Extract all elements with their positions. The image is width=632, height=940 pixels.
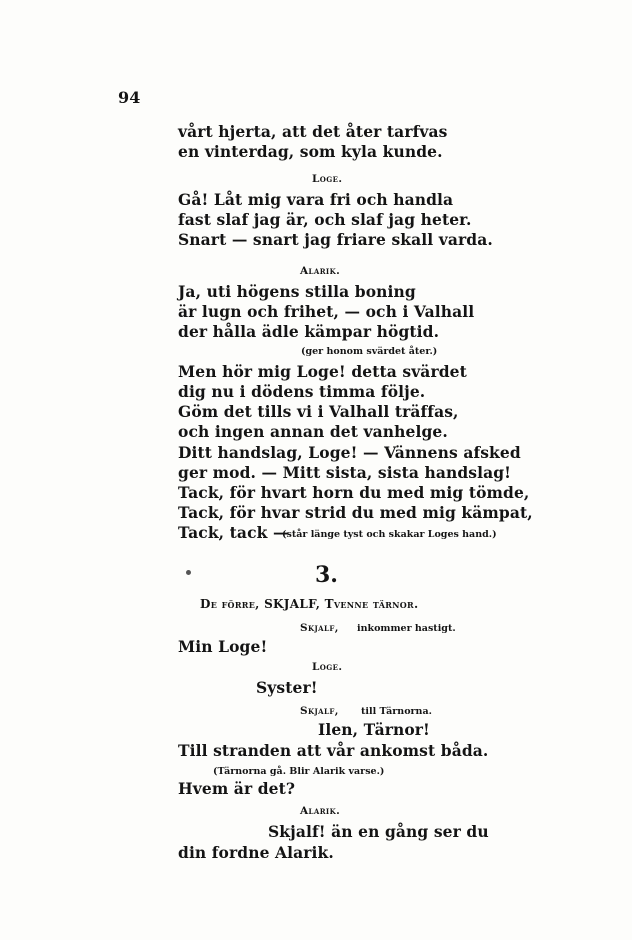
speaker-skjalf: Skjalf, xyxy=(300,622,339,634)
page-number: 94 xyxy=(118,88,141,107)
stage-direction: (Tärnorna gå. Blir Alarik varse.) xyxy=(213,766,385,777)
verse-line: vårt hjerta, att det åter tarfvas xyxy=(178,122,448,141)
verse-line: Min Loge! xyxy=(178,637,268,656)
verse-line: Men hör mig Loge! detta svärdet xyxy=(178,362,467,381)
scene-characters: De förre, SKJALF, Tvenne tärnor. xyxy=(200,597,419,611)
verse-line: Hvem är det? xyxy=(178,779,296,798)
verse-line: Snart — snart jag friare skall varda. xyxy=(178,230,493,249)
verse-line: Tack, för hvar strid du med mig kämpat, xyxy=(178,503,533,522)
speaker-skjalf: Skjalf, xyxy=(300,705,339,717)
ink-speck xyxy=(186,570,191,575)
verse-line: Göm det tills vi i Valhall träffas, xyxy=(178,402,459,421)
speaker-loge: Loge. xyxy=(312,661,343,673)
verse-line: Till stranden att vår ankomst båda. xyxy=(178,741,489,760)
verse-line: en vinterdag, som kyla kunde. xyxy=(178,142,443,161)
speaker-alarik: Alarik. xyxy=(300,265,341,277)
verse-line: Ilen, Tärnor! xyxy=(318,720,430,739)
verse-line: är lugn och frihet, — och i Valhall xyxy=(178,302,475,321)
verse-line: Ditt handslag, Loge! — Vännens afsked xyxy=(178,443,521,462)
verse-line: Syster! xyxy=(256,678,318,697)
verse-line: ger mod. — Mitt sista, sista handslag! xyxy=(178,463,512,482)
stage-direction: inkommer hastigt. xyxy=(357,623,456,634)
verse-line: der hålla ädle kämpar högtid. xyxy=(178,322,440,341)
stage-direction: till Tärnorna. xyxy=(361,706,432,717)
stage-direction: (ger honom svärdet åter.) xyxy=(301,346,438,357)
verse-line: och ingen annan det vanhelge. xyxy=(178,422,448,441)
speaker-alarik: Alarik. xyxy=(300,805,341,817)
speaker-loge: Loge. xyxy=(312,173,343,185)
verse-line: Ja, uti högens stilla boning xyxy=(178,282,416,301)
verse-line: din fordne Alarik. xyxy=(178,843,334,862)
verse-line: Skjalf! än en gång ser du xyxy=(268,822,489,841)
verse-line: Gå! Låt mig vara fri och handla xyxy=(178,190,454,209)
verse-line: fast slaf jag är, och slaf jag heter. xyxy=(178,210,472,229)
stage-direction: (står länge tyst och skakar Loges hand.) xyxy=(282,529,497,540)
scene-number: 3. xyxy=(315,562,338,588)
verse-line: Tack, tack — xyxy=(178,523,289,542)
verse-line: dig nu i dödens timma följe. xyxy=(178,382,426,401)
verse-line: Tack, för hvart horn du med mig tömde, xyxy=(178,483,530,502)
